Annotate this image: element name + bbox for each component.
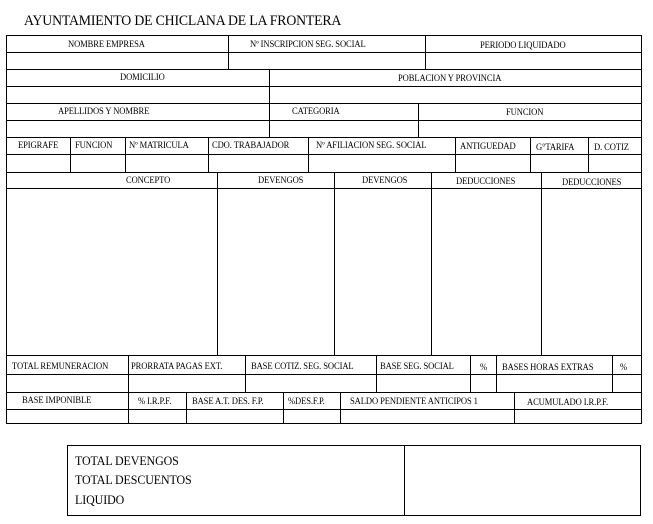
row4-bottom-rule <box>6 172 642 173</box>
label-acumulado-irpf: ACUMULADO I.R.P.F. <box>527 397 608 407</box>
label-devengos-1: DEVENGOS <box>258 175 304 185</box>
row5-divider-5 <box>496 355 497 392</box>
label-base-imponible: BASE IMPONIBLE <box>22 395 92 405</box>
row4-divider-7 <box>588 137 589 172</box>
row6-divider-3 <box>283 392 284 423</box>
row3-divider-b <box>418 103 419 137</box>
form-right-border <box>641 35 642 424</box>
label-total-remuneracion: TOTAL REMUNERACION <box>12 361 109 371</box>
row2-divider <box>269 69 270 103</box>
label-epigrafe: EPIGRAFE <box>18 140 59 150</box>
totals-bottom-border <box>67 515 641 516</box>
totals-divider <box>404 445 405 516</box>
label-base-cotiz-seg-social: BASE COTIZ. SEG. SOCIAL <box>251 361 354 371</box>
concept-divider-3 <box>431 172 432 355</box>
page-title: AYUNTAMIENTO DE CHICLANA DE LA FRONTERA <box>24 13 342 29</box>
label-matricula: Nº MATRICULA <box>129 140 189 150</box>
label-apellidos-nombre: APELLIDOS Y NOMBRE <box>58 106 150 116</box>
label-concepto: CONCEPTO <box>126 175 171 185</box>
label-bases-horas-extras: BASES HORAS EXTRAS <box>502 362 594 372</box>
label-funcion-row3: FUNCION <box>506 107 544 117</box>
concept-header-rule <box>6 188 642 189</box>
row5-divider-1 <box>128 355 129 392</box>
row1-divider-b <box>425 35 426 69</box>
label-poblacion-provincia: POBLACION Y PROVINCIA <box>398 73 502 83</box>
row6-divider-1 <box>128 392 129 423</box>
label-afiliacion-seg-social: Nº AFILIACION SEG. SOCIAL <box>316 140 427 150</box>
form-left-border <box>6 35 7 424</box>
concept-divider-2 <box>334 172 335 355</box>
row4-header-rule <box>6 154 642 155</box>
row6-divider-4 <box>340 392 341 423</box>
row5-divider-6 <box>612 355 613 392</box>
label-devengos-2: DEVENGOS <box>362 175 408 185</box>
row4-divider-5 <box>455 137 456 172</box>
label-deducciones-1: DEDUCCIONES <box>456 176 516 186</box>
label-base-seg-social: BASE SEG. SOCIAL <box>380 361 454 371</box>
label-domicilio: DOMICILIO <box>120 72 165 82</box>
totals-right-border <box>640 445 641 516</box>
label-total-descuentos: TOTAL DESCUENTOS <box>75 472 192 487</box>
concept-bottom-rule <box>6 355 642 356</box>
row6-divider-5 <box>514 392 515 423</box>
row5-divider-4 <box>470 355 471 392</box>
label-prorrata-pagas: PRORRATA PAGAS EXT. <box>131 361 223 371</box>
row5-bottom-rule <box>6 392 642 393</box>
label-percent-1: % <box>480 362 488 372</box>
label-deducciones-2: DEDUCCIONES <box>562 177 622 187</box>
totals-left-border <box>67 445 68 516</box>
row5-divider-3 <box>376 355 377 392</box>
row1-divider-a <box>228 35 229 69</box>
totals-top-border <box>67 445 641 446</box>
label-pct-des-fp: %DES.F.P. <box>288 396 325 406</box>
row4-divider-2 <box>125 137 126 172</box>
form-bottom-border <box>6 423 642 424</box>
row3-header-rule <box>6 120 642 121</box>
label-pct-irpf: % I.R.P.F. <box>138 396 172 406</box>
row3-divider-a <box>269 103 270 137</box>
form-top-border <box>6 35 642 36</box>
label-categoria: CATEGORIA <box>292 106 340 116</box>
row5-header-rule <box>6 374 642 375</box>
label-inscripcion-seg-social: Nº INSCRIPCION SEG. SOCIAL <box>250 39 366 49</box>
label-saldo-pendiente: SALDO PENDIENTE ANTICIPOS 1 <box>350 396 478 406</box>
row4-divider-3 <box>208 137 209 172</box>
concept-divider-4 <box>541 172 542 355</box>
label-funcion-row4: FUNCION <box>75 140 113 150</box>
label-liquido: LIQUIDO <box>75 492 125 507</box>
label-periodo-liquidado: PERIODO LIQUIDADO <box>480 40 566 50</box>
label-nombre-empresa: NOMBRE EMPRESA <box>68 39 145 49</box>
row2-header-rule <box>6 86 642 87</box>
row4-divider-1 <box>70 137 71 172</box>
row1-bottom-rule <box>6 69 642 70</box>
label-cdo-trabajador: CDO. TRABAJADOR <box>212 140 290 150</box>
label-gtarifa: G°TARIFA <box>536 142 575 152</box>
row5-divider-2 <box>245 355 246 392</box>
row2-bottom-rule <box>6 103 642 104</box>
row6-header-rule <box>6 409 642 410</box>
label-dcotiz: D. COTIZ <box>594 142 629 152</box>
label-antiguedad: ANTIGUEDAD <box>460 141 516 151</box>
row1-header-rule <box>6 52 642 53</box>
label-percent-2: % <box>620 362 628 372</box>
row4-divider-6 <box>530 137 531 172</box>
row3-bottom-rule <box>6 137 642 138</box>
label-base-at-des-fp: BASE A.T. DES. F.P. <box>192 396 264 406</box>
row4-divider-4 <box>308 137 309 172</box>
concept-divider-1 <box>217 172 218 355</box>
label-total-devengos: TOTAL DEVENGOS <box>75 453 179 468</box>
row6-divider-2 <box>186 392 187 423</box>
